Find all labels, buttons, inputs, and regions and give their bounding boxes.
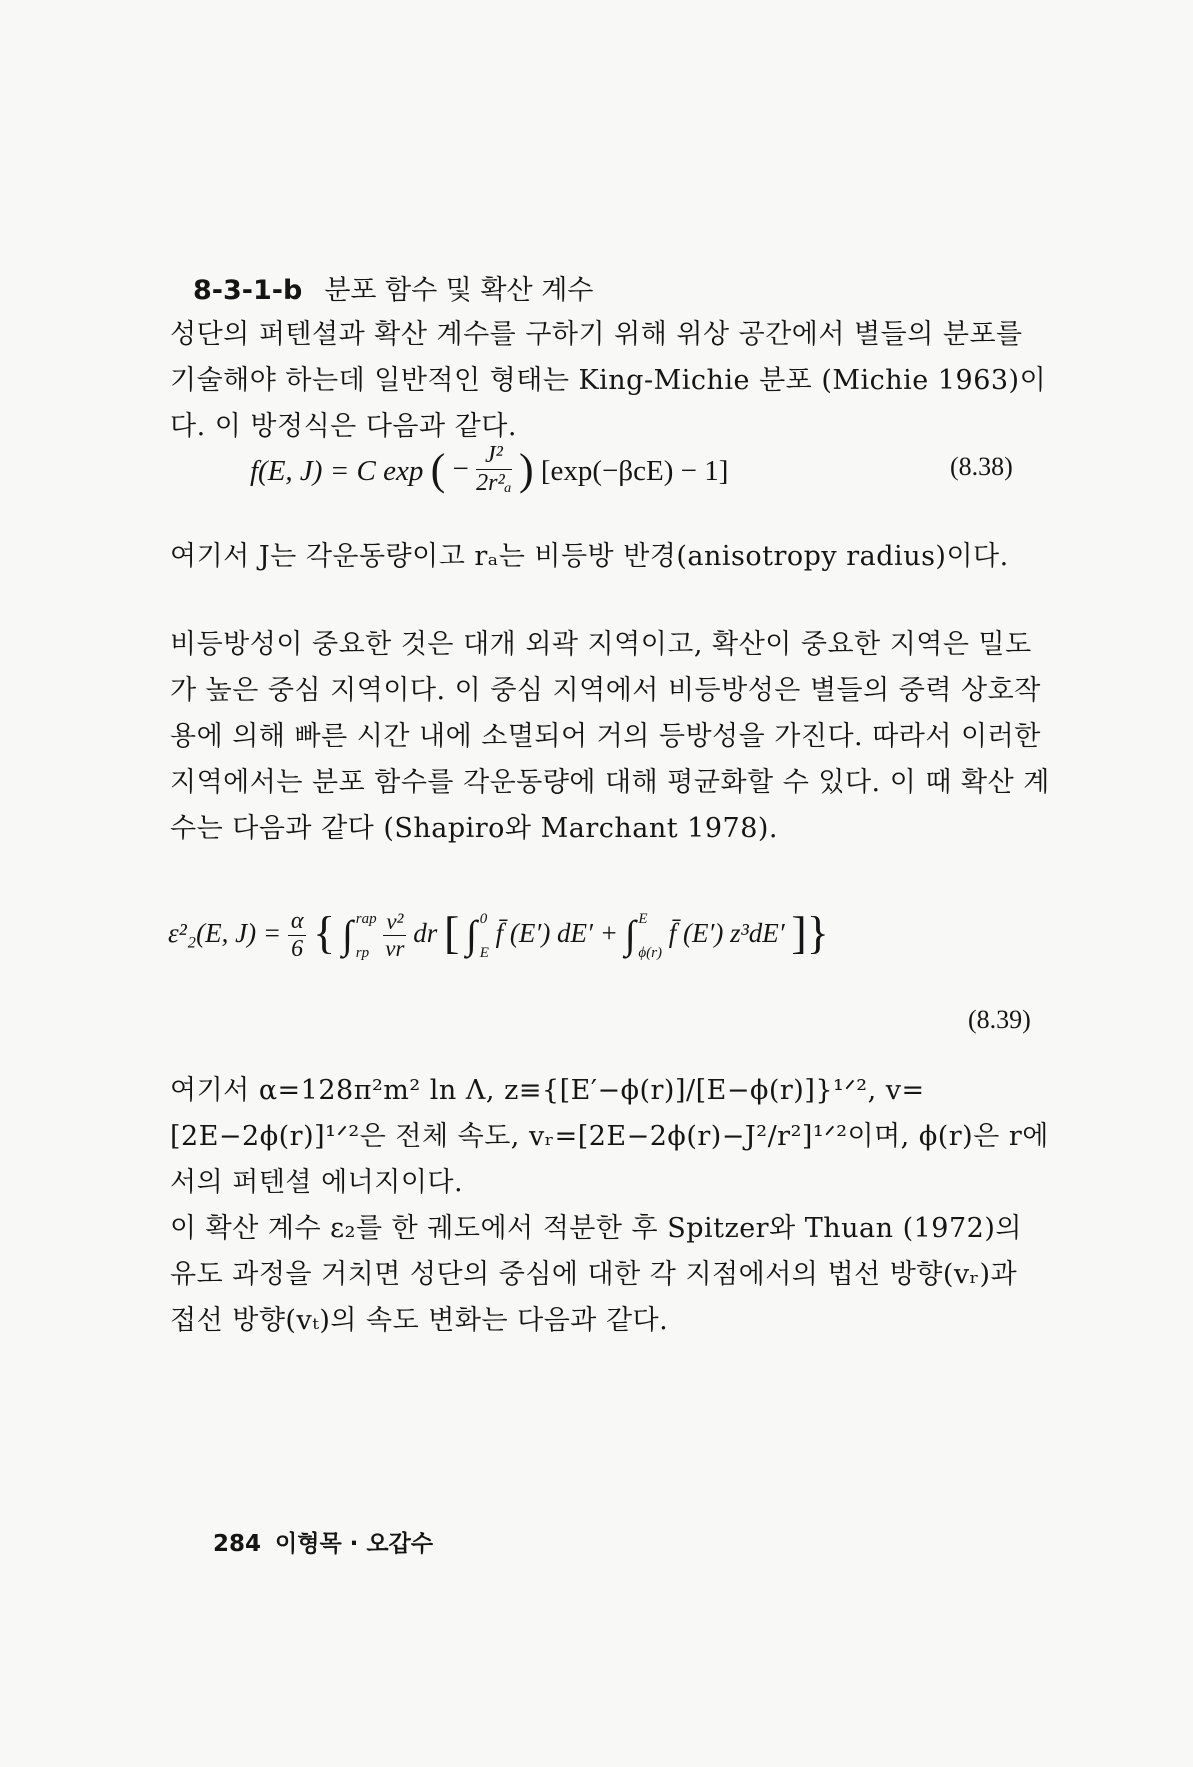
eq1-frac-numerator: J² (476, 442, 512, 470)
eq1-rhs: [exp(−βcE) − 1] (540, 455, 729, 487)
eq2-int1-upper: rap (355, 910, 377, 927)
eq2-int3-lower: ϕ(r) (638, 944, 662, 961)
eq2-dr: dr (413, 918, 438, 948)
eq2-int3-upper: E (638, 910, 648, 927)
eq2-frac-numerator: v² (383, 909, 406, 936)
paragraph-intro: 성단의 퍼텐셜과 확산 계수를 구하기 위해 위상 공간에서 별들의 분포를 기술해야 하는데 일반적인 형태는 King-Michie 분포 (Michie 1963)이다. 이 방정식은 다음과 같다. (170, 319, 1047, 442)
eq2-coef-numerator: α (288, 908, 307, 936)
running-authors: 이형목 · 오갑수 (275, 1531, 434, 1557)
eq2-int2-upper: 0 (479, 910, 488, 927)
section-heading (193, 268, 593, 314)
page-footer (213, 1525, 447, 1558)
paragraph-spitzer-thuan: 이 확산 계수 ε₂를 한 궤도에서 적분한 후 Spitzer와 Thuan (1972)의 유도 과정을 거치면 성단의 중심에 대한 각 지점에서의 법선 방향(vᵣ)과 접선 방향(vₜ)의 속도 변화는 다음과 같다. (170, 1213, 1022, 1336)
eq1-lhs: f(E, J) = C exp (250, 455, 424, 487)
eq2-term3: f̄ (E′) z³dE′ (668, 918, 785, 948)
section-title: 분포 함수 및 확산 계수 (324, 275, 594, 306)
eq2-coef-denominator: 6 (291, 936, 304, 963)
eq1-frac-denominator: 2r²ₐ (476, 469, 512, 496)
paragraph-variable-definitions: 여기서 α=128π²m² ln Λ, z≡{[E′−ϕ(r)]/[E−ϕ(r)]}¹ᐟ², v=[2E−2ϕ(r)]¹ᐟ²은 전체 속도, vᵣ=[2E−2ϕ(r)−J²/r²]¹ᐟ²이며, ϕ(r)은 r에서의 퍼텐셜 에너지이다. (170, 1075, 1049, 1198)
page-number: 284 (213, 1531, 262, 1557)
equation-8-39: ε²₂(E, J) = $\frac{\alpha}{6}$ { ∫ rap rp $\frac{\text{v²}}{vr}$ dr [ ∫ 0 E f̄ (E′) dE′ + ∫ E ϕ(r) f̄ (E′) z³dE′ ]} (168, 900, 829, 970)
paragraph-anisotropy: 비등방성이 중요한 것은 대개 외곽 지역이고, 확산이 중요한 지역은 밀도가 높은 중심 지역이다. 이 중심 지역에서 비등방성은 별들의 중력 상호작용에 의해 빠른 시간 내에 소멸되어 거의 등방성을 가진다. 따라서 이러한 지역에서는 분포 함수를 각운동량에 대해 평균화할 수 있다. 이 때 확산 계수는 다음과 같다 (Shapiro와 Marchant 1978). (170, 629, 1050, 844)
equation-8-38: f(E, J) = C exp ( − $\frac{\text{J²}}{\text{2r²ₐ}}$ ) [exp(−βcE) − 1] (250, 441, 729, 496)
equation-number-8-39: (8.39) (968, 1005, 1031, 1034)
paragraph-j-definition: 여기서 J는 각운동량이고 rₐ는 비등방 반경(anisotropy radius)이다. (170, 541, 1009, 572)
eq2-lhs: ε²₂(E, J) = (168, 918, 282, 948)
equation-number-8-38: (8.38) (950, 452, 1013, 481)
eq2-frac-denominator: vr (385, 936, 405, 962)
eq2-term2: f̄ (E′) dE′ + (495, 918, 618, 948)
eq2-int1-lower: rp (355, 944, 370, 961)
section-number: 8-3-1-b (193, 275, 303, 306)
eq2-int2-lower: E (479, 944, 489, 961)
